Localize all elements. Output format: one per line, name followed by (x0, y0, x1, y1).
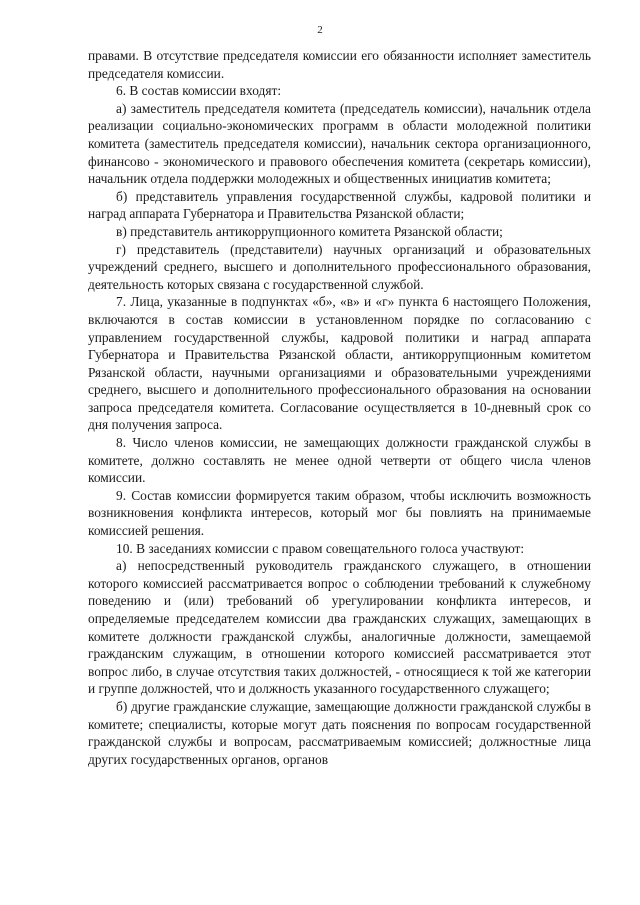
paragraph-item-8: 8. Число членов комиссии, не замещающих должности гражданской службы в комитете, должно составлять не менее одной четверти от общего числа членов комиссии. (88, 435, 591, 486)
paragraph-item-6g: г) представитель (представители) научных организаций и образовательных учреждений среднего, высшего и дополнительного профессионального образования, деятельность которых связана с государственной службой. (88, 241, 591, 292)
document-body (88, 47, 591, 768)
paragraph-item-10b: б) другие гражданские служащие, замещающие должности гражданской службы в комитете; специалисты, которые могут дать пояснения по вопросам государственной гражданской службы и вопросам, рассматриваемым комиссией; должностные лица других государственных органов, органов (88, 698, 591, 767)
paragraph-item-9: 9. Состав комиссии формируется таким образом, чтобы исключить возможность возникновения конфликта интересов, который мог бы повлиять на принимаемые комиссией решения. (88, 487, 591, 539)
paragraph-item-10a: а) непосредственный руководитель гражданского служащего, в отношении которого комиссией рассматривается вопрос о соблюдении требований к служебному поведению и (или) требований об урегулировании конфликта интересов, и определяемые председателем комиссии два гражданских служащих, замещающих в комитете должности гражданской службы, аналогичные должности, замещаемой гражданским служащим, в отношении которого комиссией рассматривается этот вопрос либо, в случае отсутствия таких должностей, - относящиеся к той же категории и группе должностей, что и должность указанного государственного служащего; (88, 558, 591, 697)
paragraph-item-6a: а) заместитель председателя комитета (председатель комиссии), начальник отдела реализации социально-экономических программ в области молодежной политики комитета (заместитель председателя комиссии), начальник сектора организационного, финансово - экономического и правового обеспечения комитета (секретарь комиссии), начальник отдела поддержки молодежных и общественных инициатив комитета; (88, 100, 591, 187)
paragraph-item-6b: б) представитель управления государственной службы, кадровой политики и наград аппарата Губернатора и Правительства Рязанской области; (88, 188, 591, 222)
paragraph-item-7: 7. Лица, указанные в подпунктах «б», «в» и «г» пункта 6 настоящего Положения, включаются в состав комиссии в установленном порядке по согласованию с управлением государственной службы, кадровой политики и наград аппарата Губернатора и Правительства Рязанской области, антикоррупционным комитетом Рязанской области, научными организациями и образовательными учреждениями среднего, высшего и дополнительного профессионального образования на основании запроса председателя комитета. Согласование осуществляется в 10-дневный срок со дня получения запроса. (88, 294, 591, 433)
paragraph-continuation: правами. В отсутствие председателя комиссии его обязанности исполняет заместитель председателя комиссии. (88, 48, 591, 81)
paragraph-item-10: 10. В заседаниях комиссии с правом совещательного голоса участвуют: (116, 540, 525, 556)
paragraph-item-6: 6. В состав комиссии входят: (116, 83, 282, 99)
page-number: 2 (317, 24, 323, 36)
paragraph-item-6v: в) представитель антикоррупционного комитета Рязанской области; (116, 223, 503, 239)
